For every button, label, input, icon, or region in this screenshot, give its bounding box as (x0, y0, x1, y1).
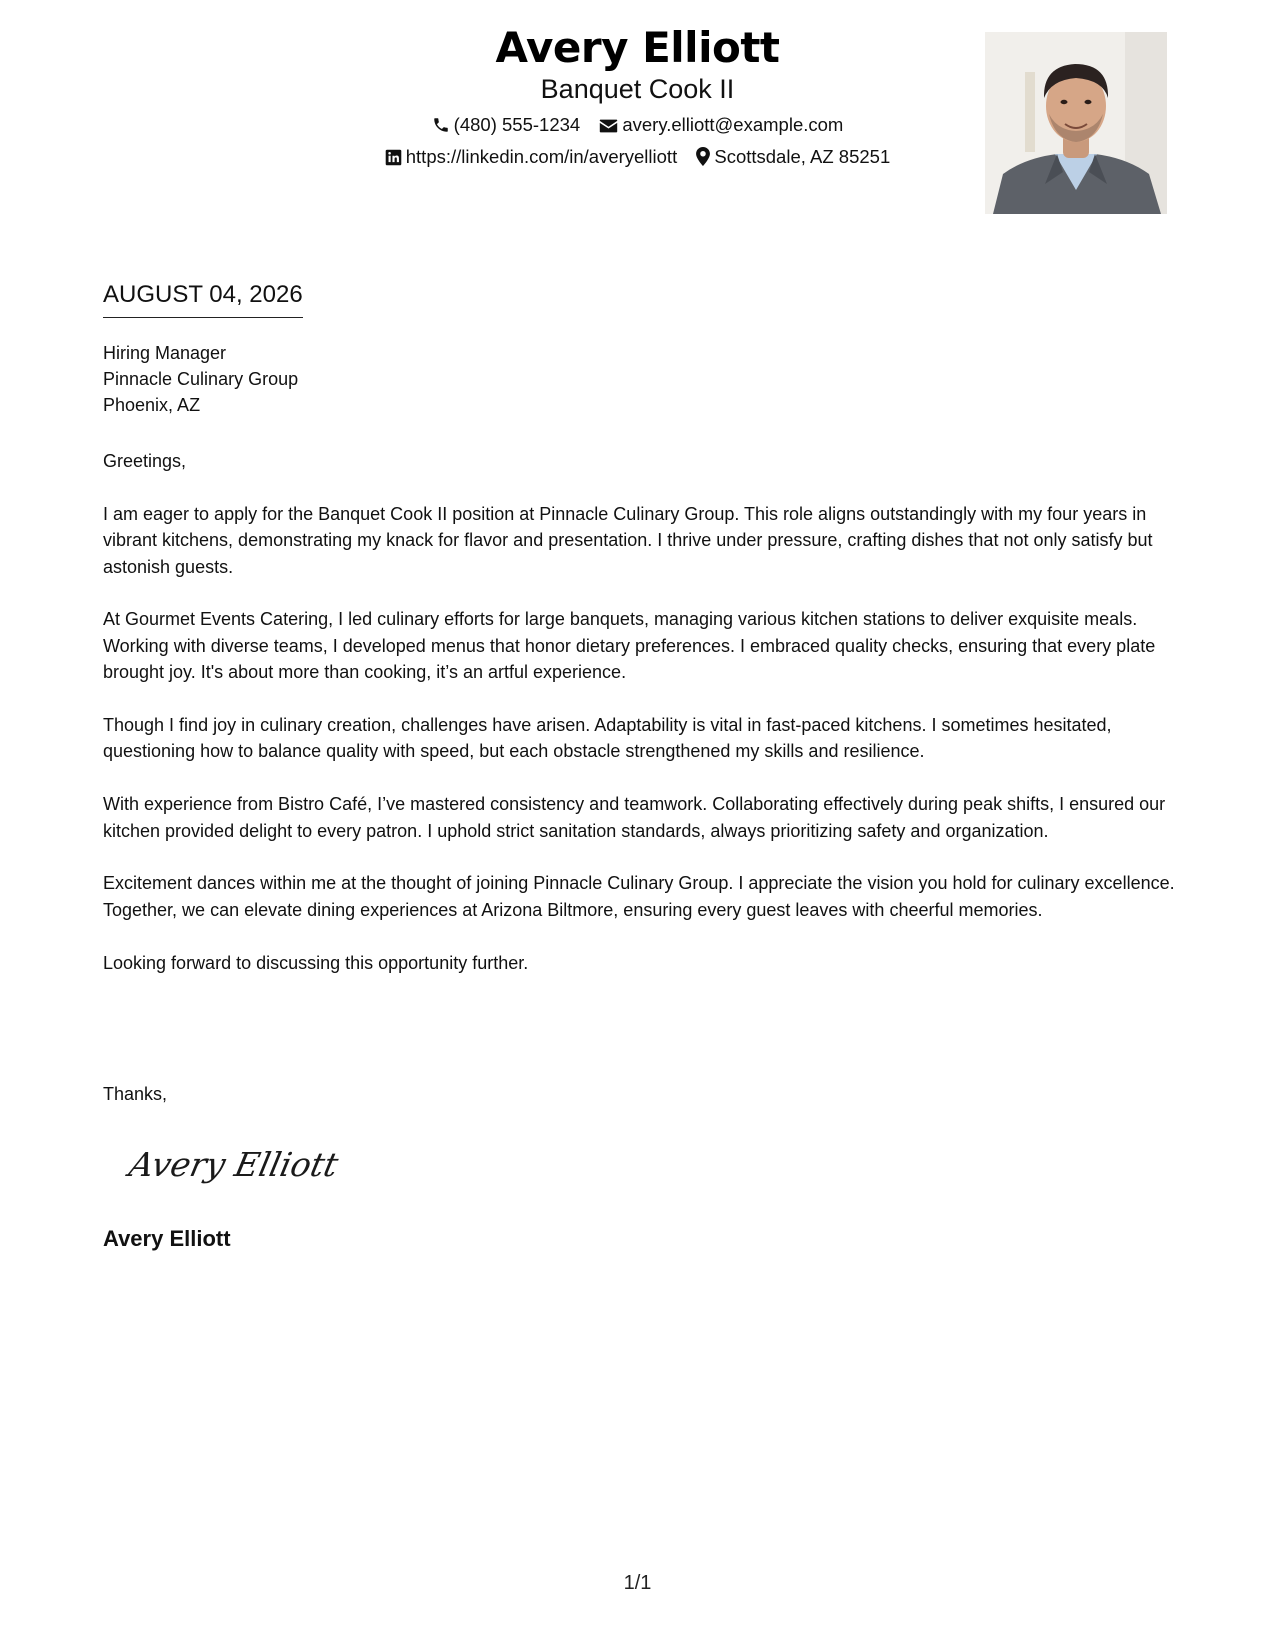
letter-header (0, 0, 1275, 230)
page-number: 1/1 (623, 1572, 652, 1594)
signed-name: Avery Elliott (103, 1226, 231, 1251)
recipient-title: Hiring Manager (103, 343, 227, 363)
phone-icon (432, 116, 450, 134)
profile-photo (985, 32, 1167, 214)
person-portrait-icon (985, 32, 1167, 214)
closing-salutation: Thanks, (103, 1084, 168, 1104)
linkedin-icon (385, 149, 402, 166)
recipient-block (103, 340, 298, 418)
greeting: Greetings, (103, 451, 187, 471)
svg-text:Avery Elliott: Avery Elliott (125, 1145, 342, 1184)
envelope-icon (599, 118, 618, 134)
contact-phone (432, 113, 581, 137)
paragraph-motivation: Excitement dances within me at the thought of joining Pinnacle Culinary Group. I appreciate the vision you hold for culinary excellence. Together, we can elevate dining experiences at Arizona Biltmore, ensuring every guest leaves with cheerful memories. (103, 873, 1175, 920)
paragraph-teamwork: With experience from Bistro Café, I’ve mastered consistency and teamwork. Collaborating effectively during peak shifts, I ensured our kitchen provided delight to every patron. I uphold strict sanitation standards, always prioritizing safety and organization. (103, 794, 1166, 841)
map-pin-icon (696, 147, 710, 166)
letter-date: AUGUST 04, 2026 (103, 279, 303, 318)
contact-email[interactable] (599, 113, 843, 137)
paragraph-intro: I am eager to apply for the Banquet Cook II position at Pinnacle Culinary Group. This role aligns outstandingly with my four years in vibrant kitchens, demonstrating my knack for flavor and presentation. I thrive under pressure, crafting dishes that not only satisfy but astonish guests. (103, 503, 1153, 577)
paragraph-closing-line: Looking forward to discussing this opportunity further. (103, 952, 529, 973)
recipient-company: Pinnacle Culinary Group (103, 369, 299, 389)
paragraph-challenges: Though I find joy in culinary creation, challenges have arisen. Adaptability is vital in fast-paced kitchens. I sometimes hesitated, questioning how to balance quality with speed, but each obstacle strengthened my skills and resilience. (103, 715, 1112, 762)
job-title: Banquet Cook II (540, 74, 735, 104)
phone-text: (480) 555-1234 (453, 114, 581, 135)
recipient-location: Phoenix, AZ (103, 395, 201, 415)
handwritten-signature (124, 1136, 344, 1194)
contact-linkedin[interactable] (385, 145, 677, 169)
paragraph-experience: At Gourmet Events Catering, I led culinary efforts for large banquets, managing various kitchen stations to deliver exquisite meals. Working with diverse teams, I developed menus that honor dietary preferences. I embraced quality checks, ensuring that every plate brought joy. It's about more than cooking, it’s an artful experience. (103, 609, 1156, 683)
linkedin-link[interactable]: https://linkedin.com/in/averyelliott (405, 146, 678, 167)
email-link[interactable]: avery.elliott@example.com (622, 114, 844, 135)
letter-body (103, 448, 1183, 1002)
contact-location (696, 145, 890, 169)
applicant-name: Avery Elliott (495, 23, 780, 72)
location-text: Scottsdale, AZ 85251 (714, 146, 891, 167)
